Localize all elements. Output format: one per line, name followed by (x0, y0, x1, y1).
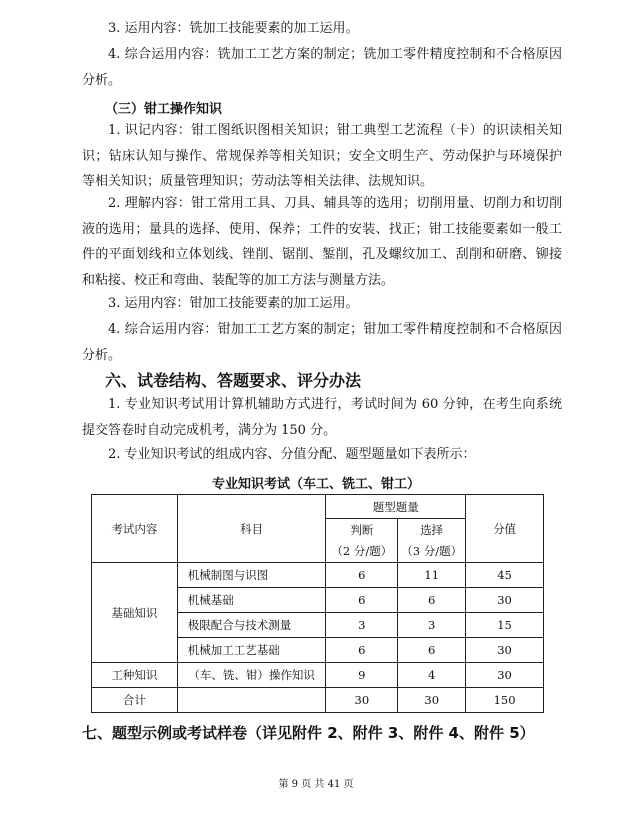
score-cell: 45 (466, 563, 544, 588)
judge-cell: 3 (326, 613, 398, 638)
header-question-type: 题型题量 (326, 495, 466, 519)
section-title-seven: 七、题型示例或考试样卷（详见附件 2、附件 3、附件 4、附件 5） (82, 724, 535, 742)
paragraph-milling-comprehensive: 4. 综合运用内容：铣加工工艺方案的制定；铣加工零件精度控制和不合格原因分析。 (82, 47, 562, 88)
choice-cell: 4 (398, 663, 466, 688)
paragraph-exam-method: 1. 专业知识考试用计算机辅助方式进行，考试时间为 60 分钟，在考生向系统提交答卷时自动完成机考，满分为 150 分。 (82, 397, 562, 438)
table-total-row (92, 688, 544, 713)
score-cell: 30 (466, 663, 544, 688)
score-cell: 15 (466, 613, 544, 638)
paragraph-exam-composition: 2. 专业知识考试的组成内容、分值分配、题型题量如下表所示： (108, 447, 476, 462)
choice-cell: 3 (398, 613, 466, 638)
paragraph-fitter-comprehensive: 4. 综合运用内容：钳加工工艺方案的制定；钳加工零件精度控制和不合格原因分析。 (82, 322, 562, 363)
subject-cell: 极限配合与技术测量 (177, 613, 326, 638)
header-score: 分值 (466, 495, 544, 563)
header-subject: 科目 (177, 495, 326, 563)
judge-cell: 6 (326, 638, 398, 663)
choice-cell: 6 (398, 638, 466, 663)
score-cell: 30 (466, 588, 544, 613)
table-title: 专业知识考试（车工、铣工、钳工） (211, 477, 420, 492)
subject-cell: （车、铣、钳）操作知识 (177, 663, 326, 688)
table-row (92, 563, 544, 588)
total-label-cell: 合计 (92, 688, 178, 713)
trade-knowledge-cell: 工种知识 (92, 663, 178, 688)
score-cell: 30 (466, 638, 544, 663)
table-header-row (92, 495, 544, 519)
score-total-cell: 150 (466, 688, 544, 713)
choice-cell: 11 (398, 563, 466, 588)
subject-cell: 机械制图与识图 (177, 563, 326, 588)
judge-total-cell: 30 (326, 688, 398, 713)
subsection-title-fitter: （三）钳工操作知识 (105, 102, 223, 117)
score-distribution-table (91, 494, 544, 713)
header-choice-unit: （3 分/题） (398, 541, 466, 563)
header-content: 考试内容 (92, 495, 178, 563)
basic-knowledge-cell: 基础知识 (92, 563, 178, 663)
judge-cell: 6 (326, 563, 398, 588)
subject-cell: 机械基础 (177, 588, 326, 613)
paragraph-fitter-understand: 2. 理解内容：钳工常用工具、刀具、辅具等的选用；切削用量、切削力和切削液的选用；量具的选择、使用、保养；工件的安装、找正；钳工技能要素如一般工件的平面划线和立体划线、锉削、锯削、錾削，孔及螺纹加工、刮削和研磨、铆接和粘接、校正和弯曲、装配等的加工方法与测量方法。 (82, 196, 562, 288)
subject-cell (177, 688, 326, 713)
paragraph-milling-application: 3. 运用内容：铣加工技能要素的加工运用。 (108, 21, 359, 36)
header-judge: 判断 (326, 519, 398, 541)
paragraph-fitter-application: 3. 运用内容：钳加工技能要素的加工运用。 (108, 296, 359, 311)
choice-total-cell: 30 (398, 688, 466, 713)
page-footer: 第 9 页 共 41 页 (278, 779, 354, 790)
header-choice: 选择 (398, 519, 466, 541)
header-judge-unit: （2 分/题） (326, 541, 398, 563)
choice-cell: 6 (398, 588, 466, 613)
judge-cell: 9 (326, 663, 398, 688)
section-title-six: 六、试卷结构、答题要求、评分办法 (105, 371, 362, 390)
judge-cell: 6 (326, 588, 398, 613)
paragraph-fitter-memorize: 1. 识记内容：钳工图纸识图相关知识；钳工典型工艺流程（卡）的识读相关知识；钻床认知与操作、常规保养等相关知识；安全文明生产、劳动保护与环境保护等相关知识；质量管理知识；劳动法等相关法律、法规知识。 (82, 123, 562, 189)
table-row (92, 663, 544, 688)
subject-cell: 机械加工工艺基础 (177, 638, 326, 663)
